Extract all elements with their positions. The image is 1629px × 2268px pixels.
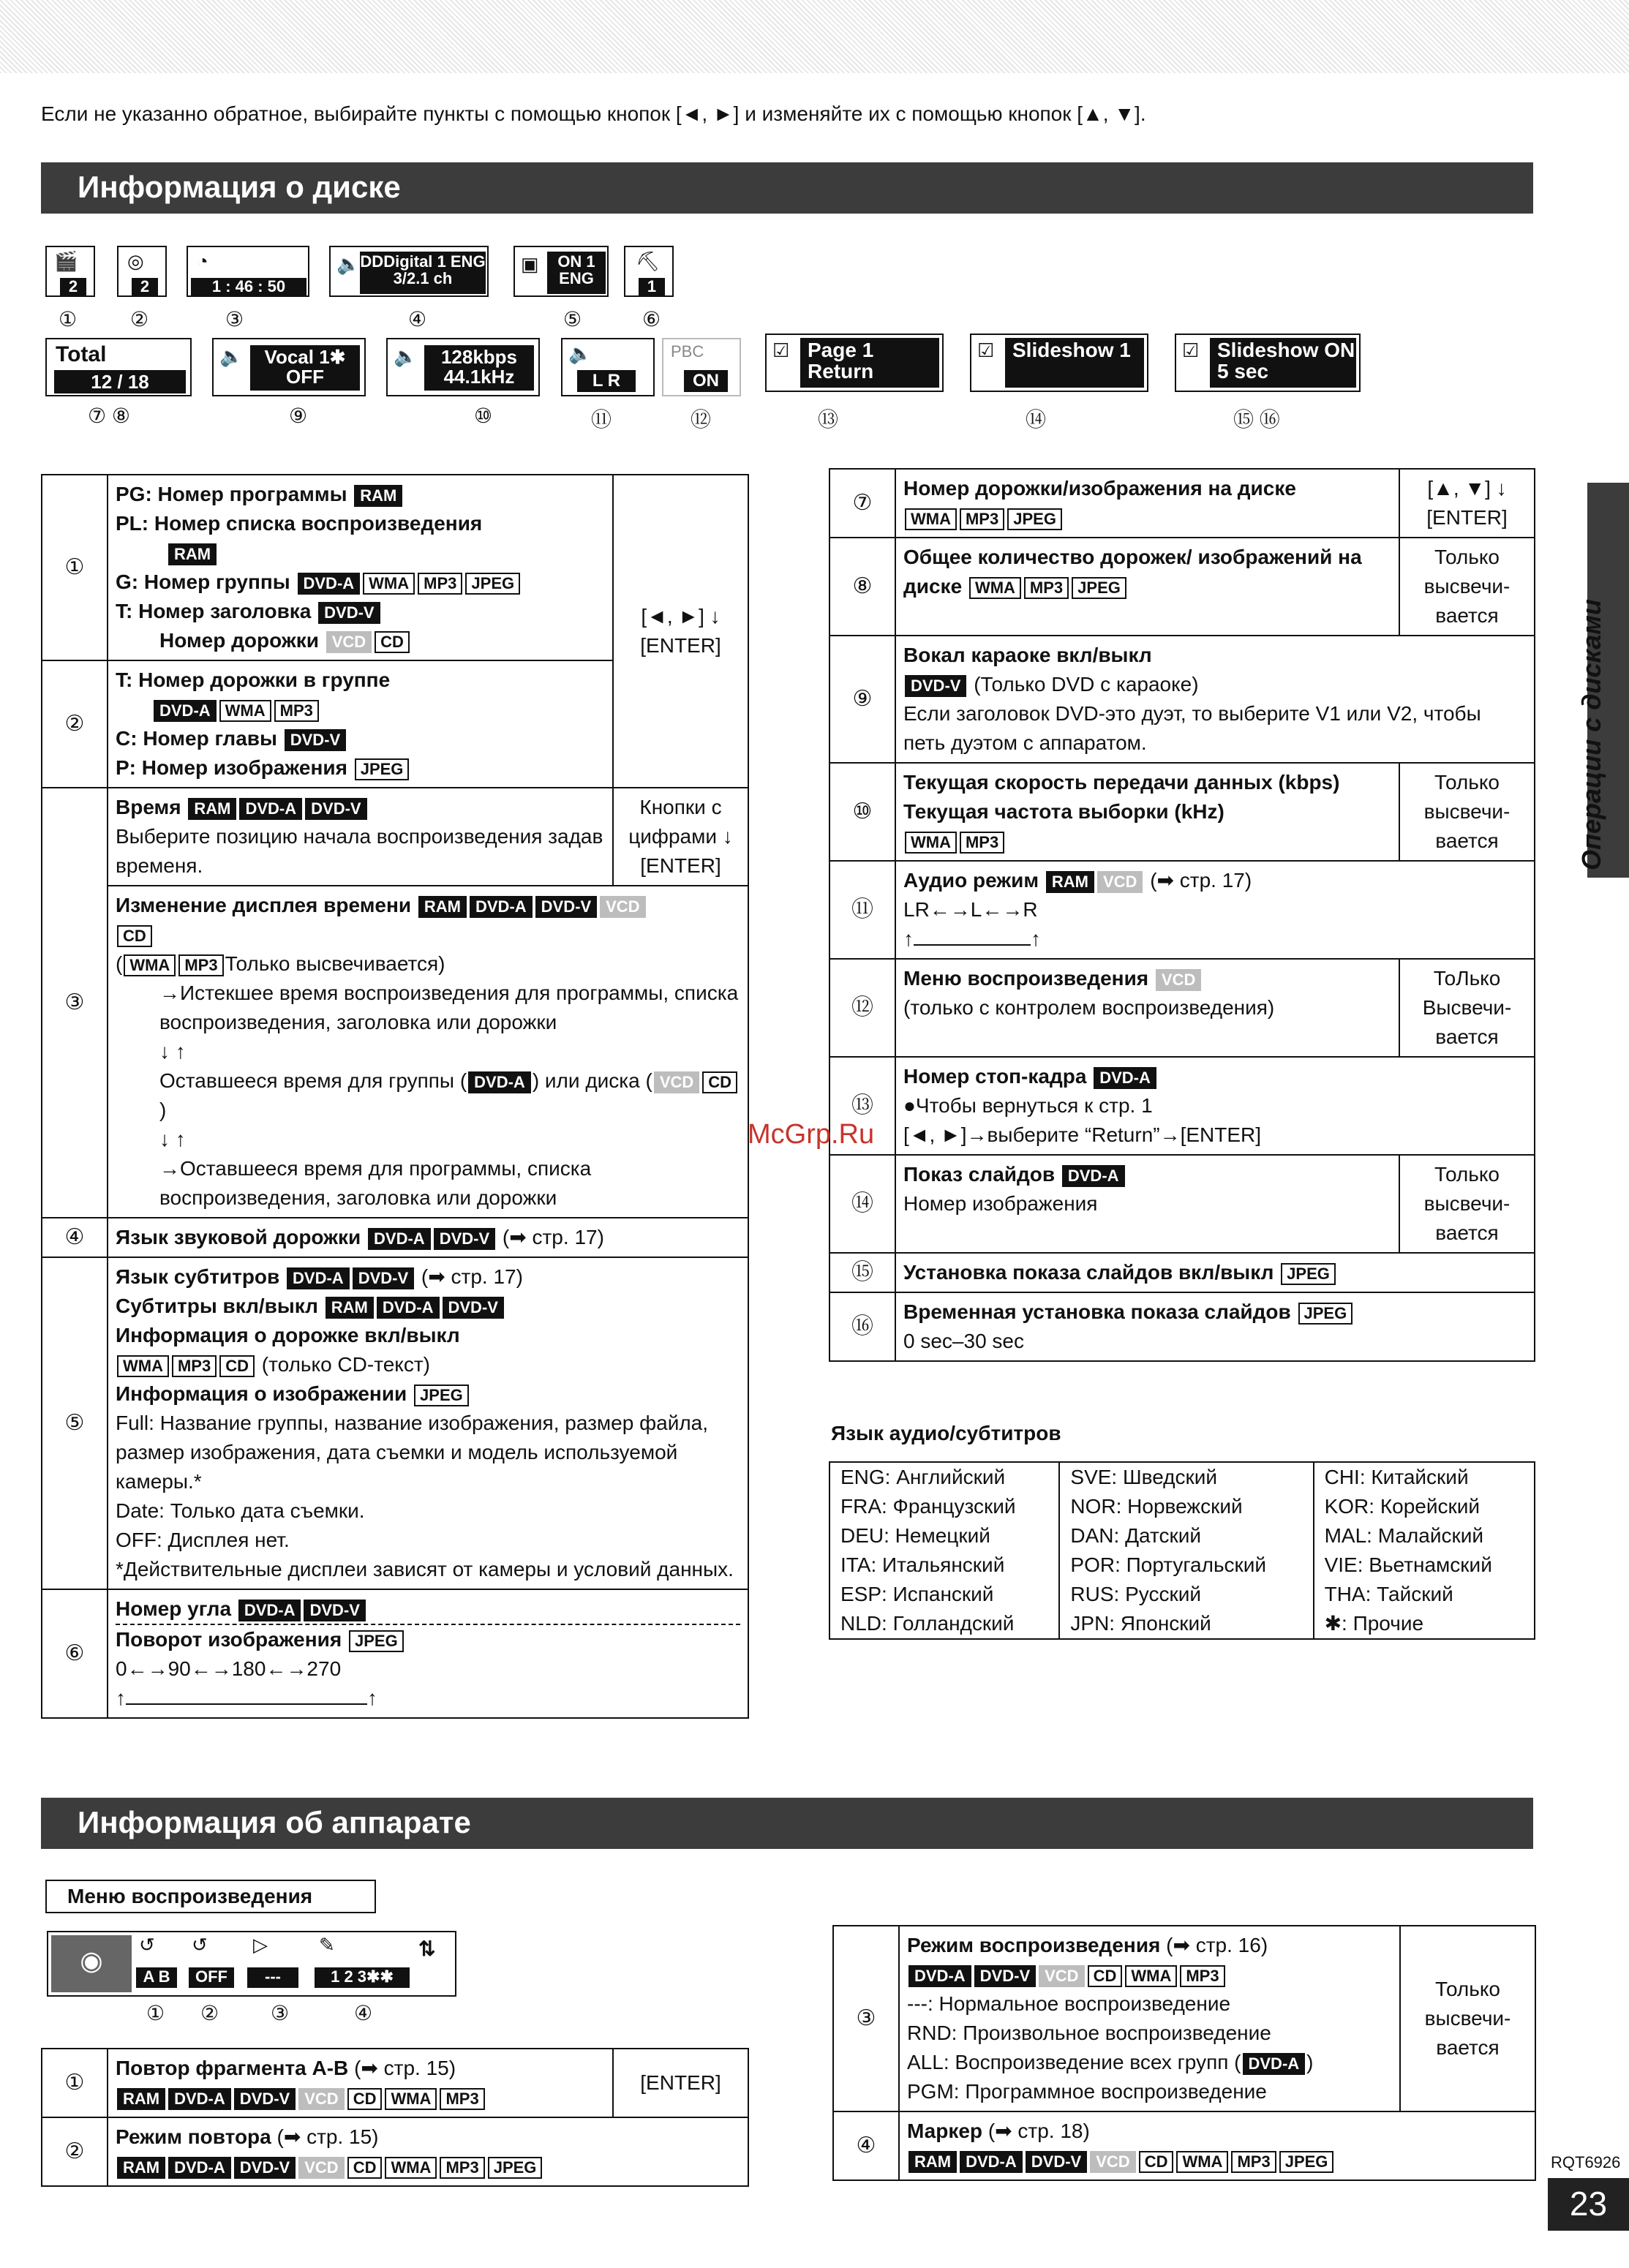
lang-row <box>829 1551 1535 1580</box>
table-row: ⑯ Временная установка показа слайдов JPEG 0 sec–30 sec <box>829 1292 1535 1361</box>
lang-cell: KOR: Корейский <box>1314 1492 1535 1521</box>
lang-row <box>829 1462 1535 1492</box>
disc-info-right-table <box>829 468 1535 1362</box>
table-row: ③ Время RAM DVD-A DVD-V Выберите позицию начала воспроизведения задав временя. Кнопки с цифрами ↓ [ENTER] <box>42 788 748 886</box>
lang-cell: FRA: Французский <box>840 1495 1016 1518</box>
page-number: 23 <box>1548 2178 1629 2231</box>
table-row: ⑤ Язык субтитров DVD-A DVD-V (➡ стр. 17) Субтитры вкл/выкл RAM DVD-A DVD-V Информация о дорожке вкл/выкл WMA MP3 CD (только CD-текст) Информация о изображении JPEG Full: Название группы, название изображения, размер файла, размер изображения, дата съемки и модель используемой камеры.* Date: Только дата съемки. OFF: Дисплея нет. *Действительные дисплеи зависят от камеры и условий данных. <box>42 1257 748 1589</box>
table-row: ⑧ Общее количество дорожек/ изображений на диске WMA MP3 JPEG Только высвечи- вается <box>829 538 1535 636</box>
callout: ⑩ <box>474 404 493 427</box>
table-row: ③ Режим воспроизведения (➡ стр. 16) DVD-A DVD-V VCD CD WMA MP3 ---: Нормальное воспроизведение RND: Произвольное воспроизведение ALL: Воспроизведение всех групп ( DVD-A ) PGM: Программное воспроизведение Только высвечи- вается <box>833 1926 1535 2111</box>
menu-box: Меню воспроизведения <box>45 1880 376 1913</box>
lang-cell: CHI: Китайский <box>1314 1462 1535 1492</box>
lang-cell: RUS: Русский <box>1059 1580 1313 1609</box>
display-4: 🔈 DDDigital 1 ENG 3/2.1 ch <box>329 246 489 297</box>
side-title: Операции с дисками <box>1576 599 1606 870</box>
repeat-icon: ↺ <box>192 1934 208 1956</box>
display-9: 🔈 Vocal 1✱ OFF <box>212 338 366 396</box>
disc-icon: ◉ <box>51 1935 132 1992</box>
display-11: 🔈 L R <box>561 338 655 396</box>
up-down-icon: ⇅ <box>418 1937 436 1960</box>
play-mode-icon: ▷ <box>253 1934 268 1956</box>
lang-row <box>829 1580 1535 1609</box>
doc-code: RQT6926 <box>1551 2153 1621 2171</box>
table-row: ① Повтор фрагмента A-B (➡ стр. 15) RAM DVD-A DVD-V VCD CD WMA MP3 [ENTER] <box>42 2049 748 2117</box>
table-row: ④ Язык звуковой дорожки DVD-A DVD-V (➡ стр. 17) <box>42 1218 748 1257</box>
display-7-8: Total 12 / 18 <box>45 338 192 396</box>
display-1: 🎬 2 <box>45 246 95 297</box>
lang-cell: ITA: Итальянский <box>840 1553 1005 1576</box>
lang-title: Язык аудио/субтитров <box>831 1422 1061 1444</box>
callout: ⑮ ⑯ <box>1233 408 1280 431</box>
display-2: ◎ 2 <box>117 246 167 297</box>
callout: ② <box>200 2002 219 2024</box>
lang-cell: THA: Тайский <box>1314 1580 1535 1609</box>
display-10: 🔈 128kbps 44.1kHz <box>386 338 540 396</box>
display-6: ⛏ 1 <box>624 246 674 297</box>
callout: ⑫ <box>691 408 712 431</box>
intro-text: Если не указанно обратное, выбирайте пункты с помощью кнопок [◄, ►] и изменяйте их с помощью кнопок [▲, ▼]. <box>41 102 1146 125</box>
callout: ④ <box>408 308 427 331</box>
table-row: ② T: Номер дорожки в группе DVD-A WMA MP3 C: Номер главы DVD-V P: Номер изображения JPEG <box>42 660 748 788</box>
table-row: ④ Маркер (➡ стр. 18) RAM DVD-A DVD-V VCD CD WMA MP3 JPEG <box>833 2111 1535 2180</box>
disc-info-left-table <box>41 474 749 1719</box>
callout: ① <box>146 2002 165 2024</box>
display-12: PBC ON <box>662 338 741 396</box>
lang-cell: SVE: Шведский <box>1059 1462 1313 1492</box>
lang-cell: DAN: Датский <box>1059 1521 1313 1551</box>
lang-cell: POR: Португальский <box>1059 1551 1313 1580</box>
lang-cell: NLD: Голландский <box>840 1612 1015 1635</box>
table-row: ⑥ Номер угла DVD-A DVD-V Поворот изображения JPEG 0←→90←→180←→270 ↑ ↑ <box>42 1589 748 1718</box>
lang-cell: ESP: Испанский <box>840 1583 994 1605</box>
table-row: ⑭ Показ слайдов DVD-A Номер изображения Только высвечи- вается <box>829 1155 1535 1253</box>
callout: ③ <box>271 2002 290 2024</box>
callout: ⑨ <box>289 404 308 427</box>
display-14: ☑ Slideshow 1 <box>970 334 1148 392</box>
display-3: ◔ 1 : 46 : 50 <box>187 246 309 297</box>
display-15-16: ☑ Slideshow ON 5 sec <box>1175 334 1361 392</box>
callout: ⑤ <box>563 308 582 331</box>
lang-row <box>829 1609 1535 1639</box>
callout: ③ <box>225 308 244 331</box>
callout: ④ <box>354 2002 373 2024</box>
callout: ⑦ ⑧ <box>88 404 130 427</box>
callout: ⑥ <box>642 308 661 331</box>
top-texture <box>0 0 1629 73</box>
table-row: ⑩ Текущая скорость передачи данных (kbps) Текущая частота выборки (kHz) WMA MP3 Только высвечи- вается <box>829 763 1535 861</box>
lang-cell: ENG: Английский <box>840 1466 1006 1488</box>
callout: ⑬ <box>818 408 839 431</box>
lang-cell: MAL: Малайский <box>1314 1521 1535 1551</box>
table-row: ⑬ Номер стоп-кадра DVD-A ●Чтобы вернуться к стр. 1 [◄, ►]→выберите “Return”→[ENTER] <box>829 1057 1535 1155</box>
lang-cell: VIE: Вьетнамский <box>1314 1551 1535 1580</box>
language-table <box>829 1461 1535 1640</box>
lang-cell: ✱: Прочие <box>1314 1609 1535 1639</box>
marker-icon: ✎ <box>319 1934 335 1956</box>
lang-row <box>829 1521 1535 1551</box>
unit-left-table <box>41 2048 749 2187</box>
watermark: McGrp.Ru <box>748 1119 875 1150</box>
table-row: Изменение дисплея времени RAM DVD-A DVD-V VCD CD ( WMA MP3 Только высвечивается) →Истекшее время воспроизведения для программы, списка воспроизведения, заголовка или дорожки ↓ ↑ Оставшееся время для группы ( DVD-A ) или диска ( VCD CD) ↓ ↑ →Оставшееся время для программы, списка воспроизведения, заголовка или дорожки <box>42 886 748 1218</box>
repeat-ab-icon: ↺ <box>139 1934 155 1956</box>
lang-cell: DEU: Немецкий <box>840 1524 990 1547</box>
callout: ① <box>59 308 78 331</box>
unit-display: ◉ ↺ A B ↺ OFF ▷ --- ✎ 1 2 3✱✱ ⇅ <box>47 1931 456 1997</box>
lang-cell: JPN: Японский <box>1059 1609 1313 1639</box>
table-row: ② Режим повтора (➡ стр. 15) RAM DVD-A DVD-V VCD CD WMA MP3 JPEG <box>42 2117 748 2186</box>
callout: ⑪ <box>591 408 612 431</box>
unit-info-header: Информация об аппарате <box>41 1798 1533 1849</box>
display-13: ☑ Page 1 Return <box>765 334 944 392</box>
table-row: ⑨ Вокал караоке вкл/выкл DVD-V (Только DVD с караоке) Если заголовок DVD-это дуэт, то выберите V1 или V2, чтобы петь дуэтом с аппаратом. <box>829 636 1535 763</box>
callout: ② <box>130 308 149 331</box>
table-row: ① PG: Номер программы RAM PL: Номер списка воспроизведения RAM G: Номер группы DVD-A WMA MP3 JPEG T: Номер заголовка DVD-V Номер дорожки VCD CD [◄, ►] ↓ [ENTER] <box>42 475 748 660</box>
unit-right-table <box>832 1925 1536 2181</box>
table-row: ⑪ Аудио режим RAM VCD (➡ стр. 17) LR←→L←→R ↑ ↑ <box>829 861 1535 959</box>
disc-info-header: Информация о диске <box>41 162 1533 214</box>
table-row: ⑦ Номер дорожки/изображения на диске WMA MP3 JPEG [▲, ▼] ↓ [ENTER] <box>829 469 1535 538</box>
display-5: ▣ ON 1 ENG <box>513 246 609 297</box>
lang-row <box>829 1492 1535 1521</box>
table-row: ⑮ Установка показа слайдов вкл/выкл JPEG <box>829 1253 1535 1292</box>
lang-cell: NOR: Норвежский <box>1059 1492 1313 1521</box>
table-row: ⑫ Меню воспроизведения VCD (только с контролем воспроизведения) ТоЛько Высвечи- вается <box>829 959 1535 1057</box>
callout: ⑭ <box>1026 408 1047 431</box>
